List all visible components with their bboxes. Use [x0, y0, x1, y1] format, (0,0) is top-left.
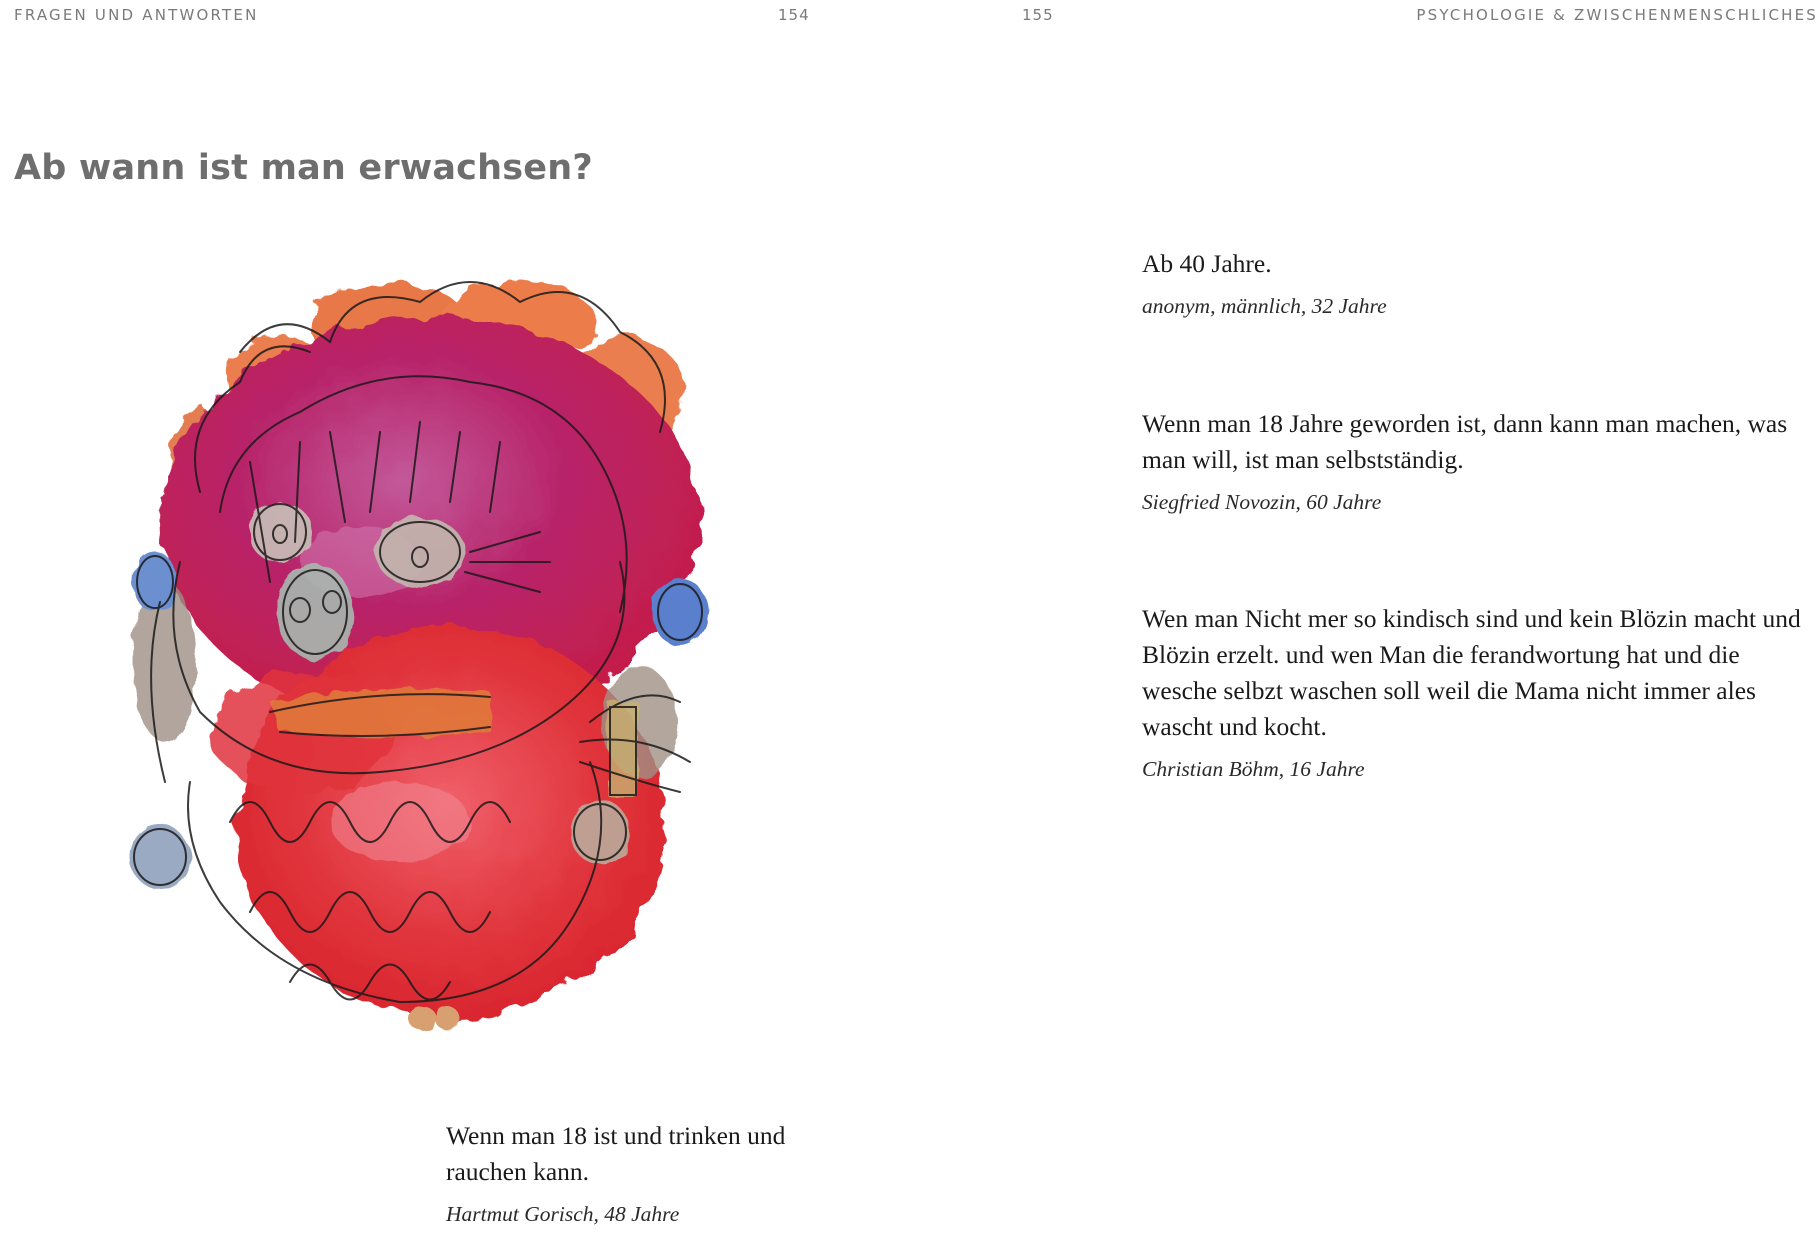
question-heading: Ab wann ist man erwachsen?: [14, 148, 593, 188]
page-number-left: 154: [778, 6, 810, 24]
answer-4-author: Hartmut Gorisch, 48 Jahre: [446, 1202, 680, 1226]
page-number-right: 155: [1022, 6, 1054, 24]
answer-3-text: Wen man Nicht mer so kindisch sind und kein Blözin macht und Blözin erzelt. und wen Man die ferandwortung hat und die wesche selbzt waschen soll weil die Mama nicht immer ales wascht und kocht.: [1142, 604, 1801, 741]
answer-2-author: Siegfried Novozin, 60 Jahre: [1142, 490, 1382, 514]
answer-3: [1142, 601, 1802, 782]
answer-3-author: Christian Böhm, 16 Jahre: [1142, 757, 1365, 781]
answer-2: [1142, 406, 1802, 515]
child-drawing-illustration: [120, 262, 720, 1042]
answer-4-text: Wenn man 18 ist und trinken und rauchen kann.: [446, 1121, 786, 1186]
answer-1-text: Ab 40 Jahre.: [1142, 249, 1272, 278]
running-head-right-title: PSYCHOLOGIE & ZWISCHENMENSCHLICHES: [1416, 6, 1818, 24]
running-head-left-title: FRAGEN UND ANTWORTEN: [14, 6, 259, 24]
answer-1-author: anonym, männlich, 32 Jahre: [1142, 294, 1387, 318]
answer-2-text: Wenn man 18 Jahre geworden ist, dann kann man machen, was man will, ist man selbstständig.: [1142, 409, 1788, 474]
answer-4: [446, 1118, 826, 1227]
answer-1: [1142, 246, 1802, 319]
